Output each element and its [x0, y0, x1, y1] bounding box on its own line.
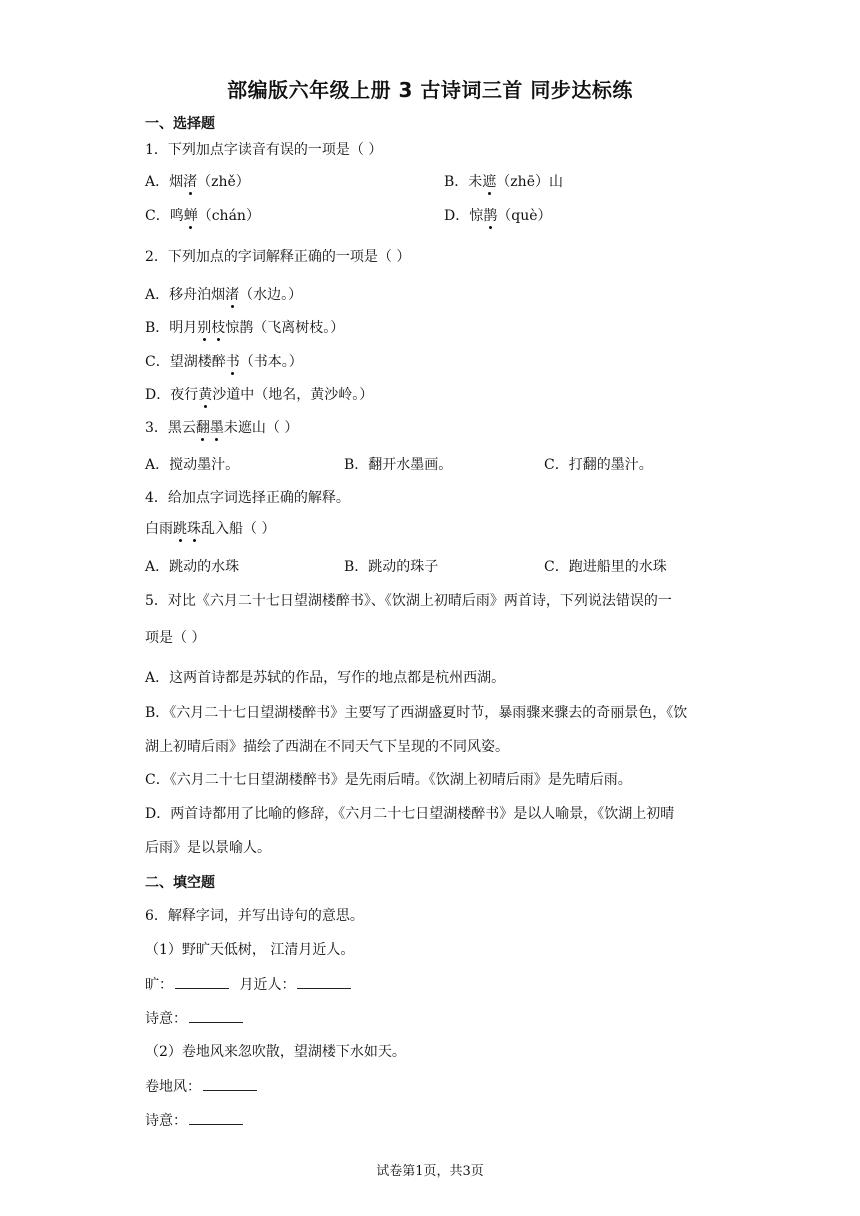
section-heading-choice: 一、选择题 [145, 116, 215, 132]
answer-blank[interactable] [175, 974, 229, 989]
question-3-stem: 3．黑云翻墨未遮山（ ） [145, 420, 299, 436]
meaning-label: 诗意： [145, 1113, 187, 1129]
question-6-blank-row-1 [145, 974, 351, 995]
page-footer: 试卷第1页，共3页 [376, 1164, 484, 1179]
meaning-label: 诗意： [145, 1011, 187, 1027]
question-5-option-b-line-1: B．《六月二十七日望湖楼醉书》主要写了西湖盛夏时节，暴雨骤来骤去的奇丽景色，《饮 [145, 705, 688, 721]
question-2-option-a: A．移舟泊烟渚（水边。） [145, 287, 303, 303]
question-2-option-b: B．明月别枝惊鹊（飞离树枝。） [145, 320, 345, 336]
question-5-option-d-line-2: 后雨》是以景喻人。 [145, 840, 271, 856]
question-5-option-d-line-1: D．两首诗都用了比喻的修辞，《六月二十七日望湖楼醉书》是以人喻景，《饮湖上初晴 [145, 806, 675, 822]
question-5-option-a: A．这两首诗都是苏轼的作品，写作的地点都是杭州西湖。 [145, 670, 506, 686]
answer-blank[interactable] [297, 974, 351, 989]
question-5-stem-line-1: 5．对比《六月二十七日望湖楼醉书》、《饮湖上初晴后雨》两首诗，下列说法错误的一 [145, 593, 672, 609]
question-4-option-b: B．跳动的珠子 [344, 559, 439, 575]
question-4-poem-line: 白雨跳珠乱入船（ ） [145, 521, 276, 537]
question-3-option-a: A．搅动墨汁。 [145, 457, 240, 473]
question-4-option-c: C．跑进船里的水珠 [544, 559, 667, 575]
question-6-meaning-1 [145, 1008, 243, 1029]
answer-blank[interactable] [203, 1076, 257, 1091]
page-title: 部编版六年级上册 3 古诗词三首 同步达标练 [227, 78, 633, 102]
section-heading-fill: 二、填空题 [145, 875, 215, 891]
question-2-option-d: D．夜行黄沙道中（地名，黄沙岭。） [145, 387, 374, 403]
question-6-poem-1: （1）野旷天低树， 江清月近人。 [145, 942, 355, 958]
question-5-option-c: C．《六月二十七日望湖楼醉书》是先雨后晴。《饮湖上初晴后雨》是先晴后雨。 [145, 772, 632, 788]
question-2-stem: 2．下列加点的字词解释正确的一项是（ ） [145, 249, 411, 265]
keyword-label-kuang: 旷： [145, 977, 173, 993]
question-1-option-d: D．惊鹊（què） [444, 208, 552, 224]
keyword-label-juandifeng: 卷地风： [145, 1079, 201, 1095]
question-2-option-c: C．望湖楼醉书（书本。） [145, 354, 303, 370]
question-4-option-a: A．跳动的水珠 [145, 559, 240, 575]
question-5-stem-line-2: 项是（ ） [145, 630, 206, 646]
question-1-option-c: C．鸣蝉（chán） [145, 208, 260, 224]
question-3-option-c: C．打翻的墨汁。 [544, 457, 653, 473]
answer-blank[interactable] [189, 1110, 243, 1125]
question-6-blank-row-2 [145, 1076, 257, 1097]
question-6-stem: 6．解释字词，并写出诗句的意思。 [145, 908, 364, 924]
keyword-label-yuejinren: 月近人： [239, 977, 296, 993]
question-5-option-b-line-2: 湖上初晴后雨》描绘了西湖在不同天气下呈现的不同风姿。 [145, 739, 509, 755]
question-1-stem: 1．下列加点字读音有误的一项是（ ） [145, 142, 383, 158]
question-6-poem-2: （2）卷地风来忽吹散，望湖楼下水如天。 [145, 1044, 406, 1060]
question-1-option-a: A．烟渚（zhě） [145, 174, 250, 190]
question-3-option-b: B．翻开水墨画。 [344, 457, 453, 473]
answer-blank[interactable] [189, 1008, 243, 1023]
question-4-stem: 4．给加点字词选择正确的解释。 [145, 490, 350, 506]
question-6-meaning-2 [145, 1110, 243, 1131]
question-1-option-b: B．未遮（zhē）山 [444, 174, 563, 190]
